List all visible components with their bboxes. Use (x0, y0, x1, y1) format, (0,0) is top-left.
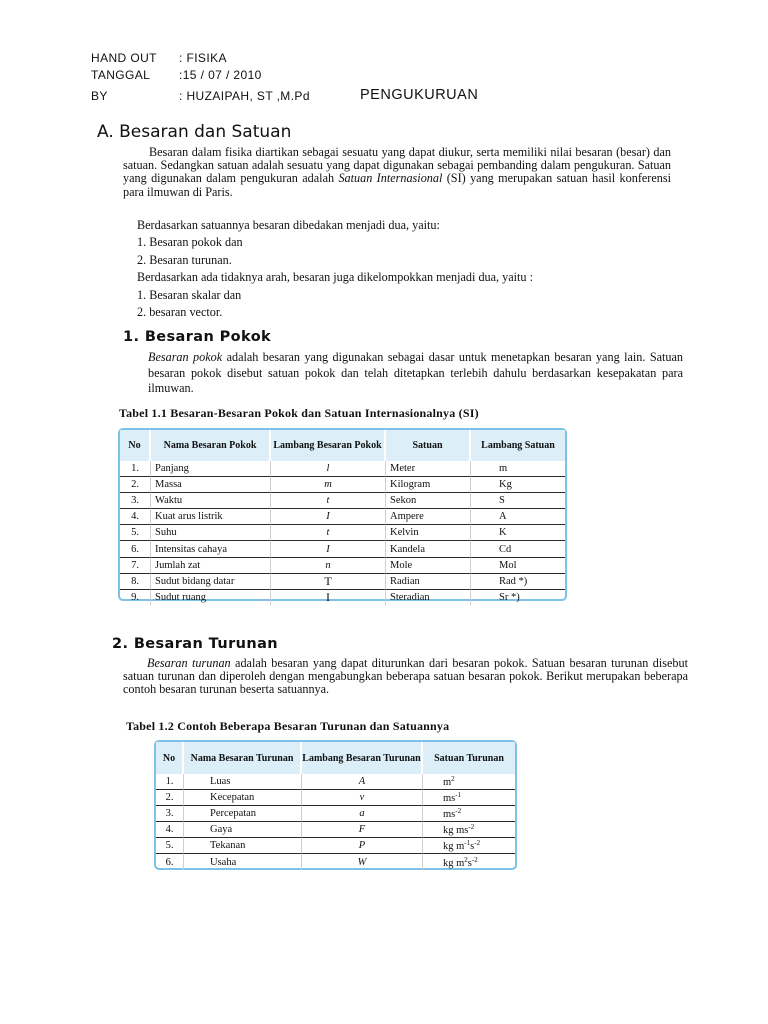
table-cell: Kg (471, 477, 565, 493)
table-cell: W (302, 854, 423, 869)
table-cell: 2. (156, 790, 184, 806)
unit-text: kg m (443, 841, 465, 853)
table-cell: Kilogram (386, 477, 471, 493)
unit-cell (423, 838, 515, 854)
unit-item: 2. Besaran turunan. (137, 253, 232, 267)
table-cell: 6. (156, 854, 184, 869)
table-row (120, 477, 565, 493)
unit-exponent: 2 (464, 855, 468, 864)
table-cell: F (302, 822, 423, 838)
table-row (120, 574, 565, 590)
by-unit-text: Berdasarkan satuannya besaran dibedakan menjadi dua, yaitu: (137, 218, 440, 232)
table-cell: Cd (471, 541, 565, 557)
table-cell: Kelvin (386, 525, 471, 541)
header-row-handout (91, 51, 391, 65)
section-a-intro (123, 146, 671, 199)
table-cell: v (302, 790, 423, 806)
table-cell: S (471, 493, 565, 509)
unit-exponent: -2 (474, 839, 481, 848)
unit-exponent: -2 (455, 807, 462, 816)
table-cell: 1. (156, 774, 184, 790)
header-value: :15 / 07 / 2010 (179, 68, 262, 82)
table-cell: 8. (120, 574, 151, 590)
table-2 (154, 740, 517, 870)
table-cell: Sekon (386, 493, 471, 509)
header-label: TANGGAL (91, 68, 151, 82)
table-cell: 6. (120, 541, 151, 557)
unit-cell (423, 774, 515, 790)
table-cell: Gaya (184, 822, 302, 838)
table-cell: 1. (120, 461, 151, 477)
unit-exponent: -1 (455, 791, 462, 800)
term-italic: Besaran turunan (147, 656, 231, 670)
table-cell: 4. (120, 509, 151, 525)
table-1-caption: Tabel 1.1 Besaran-Besaran Pokok dan Satuan Internasionalnya (SI) (119, 406, 479, 420)
table-cell: Sudut bidang datar (151, 574, 271, 590)
unit-exponent: -1 (464, 839, 471, 848)
unit-exponent: -2 (471, 855, 478, 864)
header-row-by (91, 89, 391, 103)
table-cell: Luas (184, 774, 302, 790)
intro-text: (SI) yang merupakan satuan hasil konferensi para ilmuwan di Paris. (123, 171, 671, 199)
direction-item: 1. Besaran skalar dan (137, 288, 242, 302)
table-cell: Radian (386, 574, 471, 590)
table-header: Lambang Satuan (471, 430, 565, 461)
table-cell: Steradian (386, 590, 471, 605)
table-cell: T (271, 574, 386, 590)
table-header: Nama Besaran Pokok (151, 430, 271, 461)
table-cell: Rad *) (471, 574, 565, 590)
intro-italic: Satuan Internasional (338, 171, 443, 186)
section-1-paragraph (148, 350, 683, 397)
unit-text: s (467, 857, 472, 869)
table-header: Satuan (386, 430, 471, 461)
section-a-heading: A. Besaran dan Satuan (97, 122, 292, 142)
table-row (120, 558, 565, 574)
table-cell: P (302, 838, 423, 854)
table-header: No (156, 742, 184, 774)
table-row (120, 541, 565, 557)
unit-text: kg m (443, 857, 465, 869)
term-italic: Besaran pokok (148, 350, 223, 364)
table-cell: 3. (120, 493, 151, 509)
table-cell: Kuat arus listrik (151, 509, 271, 525)
table-cell: Usaha (184, 854, 302, 869)
table-cell: Massa (151, 477, 271, 493)
table-row (156, 822, 515, 838)
unit-text: s (470, 841, 475, 853)
section-2-heading: 2. Besaran Turunan (112, 636, 278, 652)
unit-text: ms (443, 809, 456, 821)
table-cell: 4. (156, 822, 184, 838)
table-row (156, 790, 515, 806)
table-cell: Sr *) (499, 591, 520, 603)
table-cell: 9. (120, 590, 151, 605)
unit-text: kg ms (443, 825, 469, 837)
table-cell: t (271, 525, 386, 541)
header-value: : FISIKA (179, 51, 227, 65)
table-1 (118, 428, 567, 604)
paragraph-text: adalah besaran yang digunakan sebagai dasar untuk menetapkan besaran yang lain. Satuan besaran pokok disebut satuan pokok dan telah ditetapkan terlebih dahulu berdasarkan kesepakatan para ilmuwan. (148, 350, 683, 395)
unit-exponent: 2 (451, 775, 455, 784)
table-row (156, 806, 515, 822)
table-row (156, 774, 515, 790)
header-label: BY (91, 89, 108, 103)
table-cell: Tekanan (184, 838, 302, 854)
table-cell: K (471, 525, 565, 541)
table-cell: m (471, 461, 565, 477)
table-cell: Mole (386, 558, 471, 574)
table-cell: Ampere (386, 509, 471, 525)
table-row (120, 461, 565, 477)
table-cell: 5. (156, 838, 184, 854)
table-cell: I (271, 541, 386, 557)
unit-cell (423, 822, 515, 838)
table-row (156, 838, 515, 854)
table-cell: Suhu (151, 525, 271, 541)
table-header: Lambang Besaran Turunan (302, 742, 423, 774)
table-cell: a (302, 806, 423, 822)
table-cell: Meter (386, 461, 471, 477)
table-cell: Panjang (151, 461, 271, 477)
table-cell: Sudut ruang (151, 590, 271, 605)
intro-text: Besaran dalam fisika diartikan sebagai sesuatu yang dapat diukur, serta memiliki nilai besaran (besar) dan satuan. Sedangkan satuan adalah sesuatu yang dapat digunakan sebagai pembanding dalam pengukuran. Satuan yang digunakan dalam pengukuran adalah (123, 145, 671, 186)
table-cell: 7. (120, 558, 151, 574)
table-cell: Jumlah zat (151, 558, 271, 574)
table-cell: 2. (120, 477, 151, 493)
by-direction-text: Berdasarkan ada tidaknya arah, besaran juga dikelompokkan menjadi dua, yaitu : (137, 270, 533, 284)
unit-text: m (443, 777, 452, 789)
table-header: Satuan Turunan (423, 742, 515, 774)
table-cell: Mol (471, 558, 565, 574)
table-cell: m (271, 477, 386, 493)
table-cell: 3. (156, 806, 184, 822)
unit-cell (423, 854, 515, 869)
section-2-paragraph (123, 657, 688, 697)
table-cell: Kandela (386, 541, 471, 557)
table-cell: Percepatan (184, 806, 302, 822)
unit-item: 1. Besaran pokok dan (137, 235, 243, 249)
table-row (120, 525, 565, 541)
header-label: HAND OUT (91, 51, 157, 65)
header-value: : HUZAIPAH, ST ,M.Pd (179, 89, 310, 103)
unit-text: ms (443, 793, 456, 805)
table-cell: I (271, 509, 386, 525)
table-cell: Intensitas cahaya (151, 541, 271, 557)
unit-cell (423, 806, 515, 822)
table-row (156, 854, 515, 869)
table-cell: n (271, 558, 386, 574)
table-cell: A (302, 774, 423, 790)
table-cell: A (471, 509, 565, 525)
table-row (120, 493, 565, 509)
header-row-tanggal (91, 68, 391, 82)
table-2-caption: Tabel 1.2 Contoh Beberapa Besaran Turunan dan Satuannya (126, 719, 450, 733)
table-row (120, 509, 565, 525)
unit-exponent: -2 (468, 823, 475, 832)
section-1-heading: 1. Besaran Pokok (123, 329, 272, 345)
table-row (120, 590, 565, 605)
table-header: No (120, 430, 151, 461)
table-header: Lambang Besaran Pokok (271, 430, 386, 461)
unit-cell (423, 790, 515, 806)
table-cell: I (271, 590, 386, 605)
table-cell: 5. (120, 525, 151, 541)
table-cell: l (271, 461, 386, 477)
table-cell: t (271, 493, 386, 509)
table-header: Nama Besaran Turunan (184, 742, 302, 774)
paragraph-text: adalah besaran yang dapat diturunkan dari besaran pokok. Satuan besaran turunan disebut satuan turunan dan diperoleh dengan mengabungkan beberapa satuan besaran pokok. Berikut merupakan beberapa contoh besaran turunan beserta satuannya. (123, 656, 688, 697)
direction-item: 2. besaran vector. (137, 305, 223, 319)
table-cell: Waktu (151, 493, 271, 509)
document-title: PENGUKURUAN (360, 87, 479, 103)
table-cell: Kecepatan (184, 790, 302, 806)
